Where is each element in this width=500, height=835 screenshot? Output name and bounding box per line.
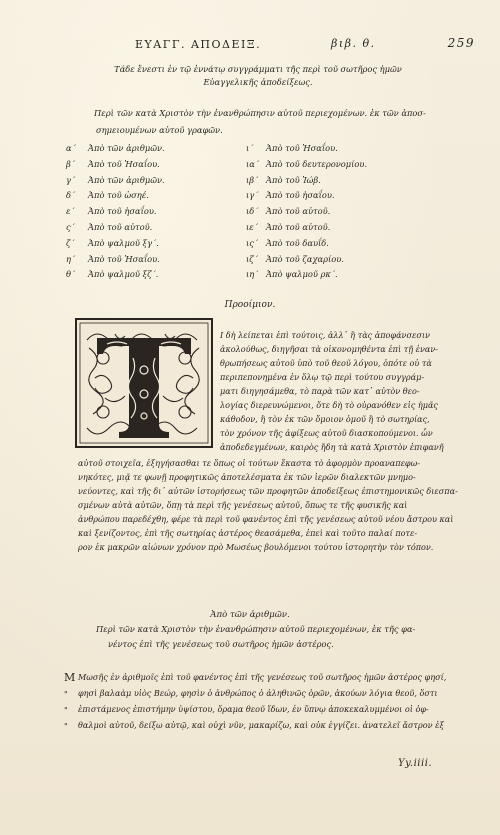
quote-line: Μωσῆς ἐν ἀριθμοῖς ἐπὶ τοῦ φανέντος ἐπὶ τῆς γενέσεως τοῦ σωτῆρος ἡμῶν ἀστέρος φησί, [78, 672, 447, 682]
subsection-title: Ἀπὸ τῶν ἀριθμῶν. [210, 610, 290, 620]
toc-entry: Ἀπὸ τοῦ Ἡσαΐου. [266, 143, 338, 153]
toc-numeral: ια΄ [246, 158, 260, 169]
margin-quote-mark: " [64, 706, 68, 715]
toc-row [66, 222, 466, 238]
decorated-initial-icon [75, 318, 213, 448]
body-line: ἀποδεδεγμένων, καιρὸς ἤδη τὰ κατὰ Χριστὸν ἐπιφανῆ [220, 442, 444, 452]
toc-row [66, 238, 466, 254]
body-line: νεύοντες, καὶ τῆς δι᾽ αὐτῶν ἱστορήσεως τῶν προφητῶν ἀποδείξεως ἐπιστημονικῶς διεσπα- [78, 486, 458, 496]
toc-numeral: ζ΄ [66, 237, 75, 248]
subheading-line-2: σημειουμένων αὐτοῦ γραφῶν. [96, 125, 223, 135]
toc-numeral: ς΄ [66, 221, 75, 232]
running-title: ΕΥΑΓΓ. ΑΠΟΔΕΙΞ. [135, 38, 262, 51]
margin-initial: Μ [64, 671, 76, 684]
toc-entry: Ἀπὸ τοῦ αὐτοῦ. [266, 206, 331, 217]
toc-entry: Ἀπὸ τοῦ δαυΐδ. [266, 237, 329, 248]
toc-entry: Ἀπὸ τῶν ἀριθμῶν. [88, 174, 165, 185]
toc-numeral: ιε΄ [246, 221, 258, 232]
toc-row [66, 175, 466, 191]
toc-numeral: α΄ [66, 143, 76, 153]
body-line: ρον ἐκ μακρῶν αἰώνων χρόνον πρὸ Μωσέως βουλόμενοι τούτου ἱστορητὴν τὸν τόπον. [78, 542, 434, 552]
toc-numeral: δ΄ [66, 190, 76, 201]
toc-entry: Ἀπὸ τοῦ Ἰώβ. [266, 174, 321, 185]
body-line: τὸν χρόνον τῆς ἀφίξεως αὐτοῦ διασκοπούμενοι. ὧν [220, 428, 433, 438]
toc-numeral: γ΄ [66, 174, 76, 185]
toc-entry: Ἀπὸ τοῦ Ἡσαΐου. [88, 158, 160, 169]
toc-entry: Ἀπὸ τοῦ αὐτοῦ. [88, 221, 153, 232]
toc-entry: Ἀπὸ ψαλμοῦ ξγ΄. [88, 237, 159, 248]
quote-line: θαλμοὶ αὐτοῦ, δείξω αὐτῷ, καὶ οὐχὶ νῦν, μακαρίζω, καὶ οὐκ ἐγγίζει. ἀνατελεῖ ἄστρον ἐξ [78, 720, 444, 730]
body-line: καὶ ξενίζοντος, ἐπὶ τῆς σωτηρίας ἀστέρος θεασάμεθα, ἐπεὶ καὶ τοῦτο παλαί ποτε- [78, 528, 418, 538]
page-number: 259 [447, 36, 475, 50]
body-line: Ι δὴ λείπεται ἐπὶ τούτοις, ἀλλ᾽ ἢ τὰς ἀποφάνσεσιν [220, 330, 430, 340]
table-of-contents [66, 143, 466, 285]
body-line: αὐτοῦ στοιχεῖα, ἐξηγήσασθαι τε ὅπως οἱ τούτων ἕκαστα τὸ ἀφορμὸν προαναπεφω- [78, 458, 420, 468]
body-line: περιπεπονημένα ἐν ὅλῳ τῷ περὶ τούτου συγγράμ- [220, 372, 425, 382]
body-line: σμένων αὐτὰ αὐτῶν, ὅπῃ τὰ περὶ τῆς γενέσεως αὐτοῦ, ὅπως τε τῆς φυσικῆς καὶ [78, 500, 408, 510]
margin-quote-mark: " [64, 690, 68, 699]
toc-numeral: ιβ΄ [246, 174, 259, 185]
body-line: ματι διηγησάμεθα, τὸ παρὰ τῶν κατ᾽ αὐτὸν θεο- [220, 386, 420, 396]
book-signature: βιβ. θ. [331, 37, 376, 50]
gathering-signature: Yy.iiii. [398, 758, 433, 769]
toc-numeral: ι΄ [246, 143, 254, 153]
body-line: νηκότες, μιᾷ τε φωνῇ προφητικῶς ἀποτελέσματα ἐκ τῶν ἱερῶν διαλεκτῶν μνημο- [78, 472, 416, 482]
intro-line-1: Τάδε ἔνεστι ἐν τῷ ἐννάτῳ συγγράμματι τῆς περὶ τοῦ σωτῆρος ἡμῶν [114, 64, 402, 74]
toc-numeral: ιζ΄ [246, 253, 258, 264]
subsection-caption-line-1: Περὶ τῶν κατὰ Χριστὸν τὴν ἐνανθρώπησιν αὐτοῦ περιεχομένων, ἐκ τῆς φα- [96, 624, 416, 634]
quote-line: φησὶ βαλαὰμ υἱὸς Βεώρ, φησὶν ὁ ἀνθρώπος ὁ ἀληθινῶς ὁρῶν, ἀκούων λόγια θεοῦ, ὅστι [78, 688, 438, 698]
toc-entry: Ἀπὸ τοῦ ζαχαρίου. [266, 253, 344, 264]
quote-line: ἐπιστάμενος ἐπιστήμην ὑψίστου, ὅραμα θεοῦ ἴδων, ἐν ὕπνῳ ἀποκεκαλυμμένοι οἱ ὀφ- [78, 704, 429, 714]
toc-row [66, 143, 466, 159]
intro-line-2: Εὐαγγελικῆς ἀποδείξεως. [203, 77, 313, 87]
subheading-line-1: Περὶ τῶν κατὰ Χριστὸν τὴν ἐνανθρώπησιν αὐτοῦ περιεχομένων. ἐκ τῶν ἀποσ- [94, 108, 426, 118]
subsection-caption-line-2: νέντος ἐπὶ τῆς γενέσεως τοῦ σωτῆρος ἡμῶν ἀστέρος. [108, 639, 334, 649]
toc-entry: Ἀπὸ τοῦ ἡσαΐου. [88, 206, 157, 217]
body-line: θρωπήσεως αὐτοῦ ὑπὸ τοῦ θεοῦ λόγου, ὁπότε οὐ τὰ [220, 358, 432, 368]
toc-entry: Ἀπὸ τῶν ἀριθμῶν. [88, 143, 165, 153]
section-title: Προοίμιον. [224, 300, 276, 310]
toc-entry: Ἀπὸ τοῦ Ἡσαΐου. [88, 253, 160, 264]
toc-row [66, 269, 466, 285]
body-line: ἀκολούθως, διηγῆσαι τὰ οἰκονομηθέντα ἐπὶ τῇ ἐναν- [220, 344, 439, 354]
toc-numeral: β΄ [66, 158, 75, 169]
body-line: λογίας διερευνώμενοι, ὅτε δὴ τὸ οὐρανόθεν εἰς ἡμᾶς [220, 400, 438, 410]
toc-numeral: ε΄ [66, 206, 75, 217]
toc-numeral: θ΄ [66, 269, 76, 280]
toc-row [66, 254, 466, 270]
toc-row [66, 206, 466, 222]
toc-entry: Ἀπὸ τοῦ ὠσηέ. [88, 190, 149, 201]
toc-numeral: ιγ΄ [246, 190, 259, 201]
toc-row [66, 190, 466, 206]
toc-numeral: ιη΄ [246, 269, 259, 280]
margin-quote-mark: " [64, 722, 68, 731]
toc-entry: Ἀπὸ ψαλμοῦ ρκ΄. [266, 269, 338, 280]
page-header [135, 36, 475, 54]
toc-numeral: η΄ [66, 253, 76, 264]
toc-numeral: ις΄ [246, 237, 259, 248]
toc-row [66, 159, 466, 175]
body-line: ἀνθρώπου παρεδέχθη, φέρε τὰ περὶ τοῦ φανέντος ἐπὶ τῆς γενέσεως αὐτοῦ νέου ἄστρου καὶ [78, 514, 454, 524]
toc-entry: Ἀπὸ ψαλμοῦ ξζ΄. [88, 269, 159, 280]
toc-entry: Ἀπὸ τοῦ δευτερονομίου. [266, 158, 368, 169]
toc-entry: Ἀπὸ τοῦ αὐτοῦ. [266, 221, 331, 232]
toc-entry: Ἀπὸ τοῦ ἡσαΐου. [266, 190, 335, 201]
body-line: κάθοδον, ἢ τὸν ἐκ τῶν ὅμοιον ὁμοῦ ἢ τὸ σωτηρίας, [220, 414, 430, 424]
toc-numeral: ιδ΄ [246, 206, 259, 217]
